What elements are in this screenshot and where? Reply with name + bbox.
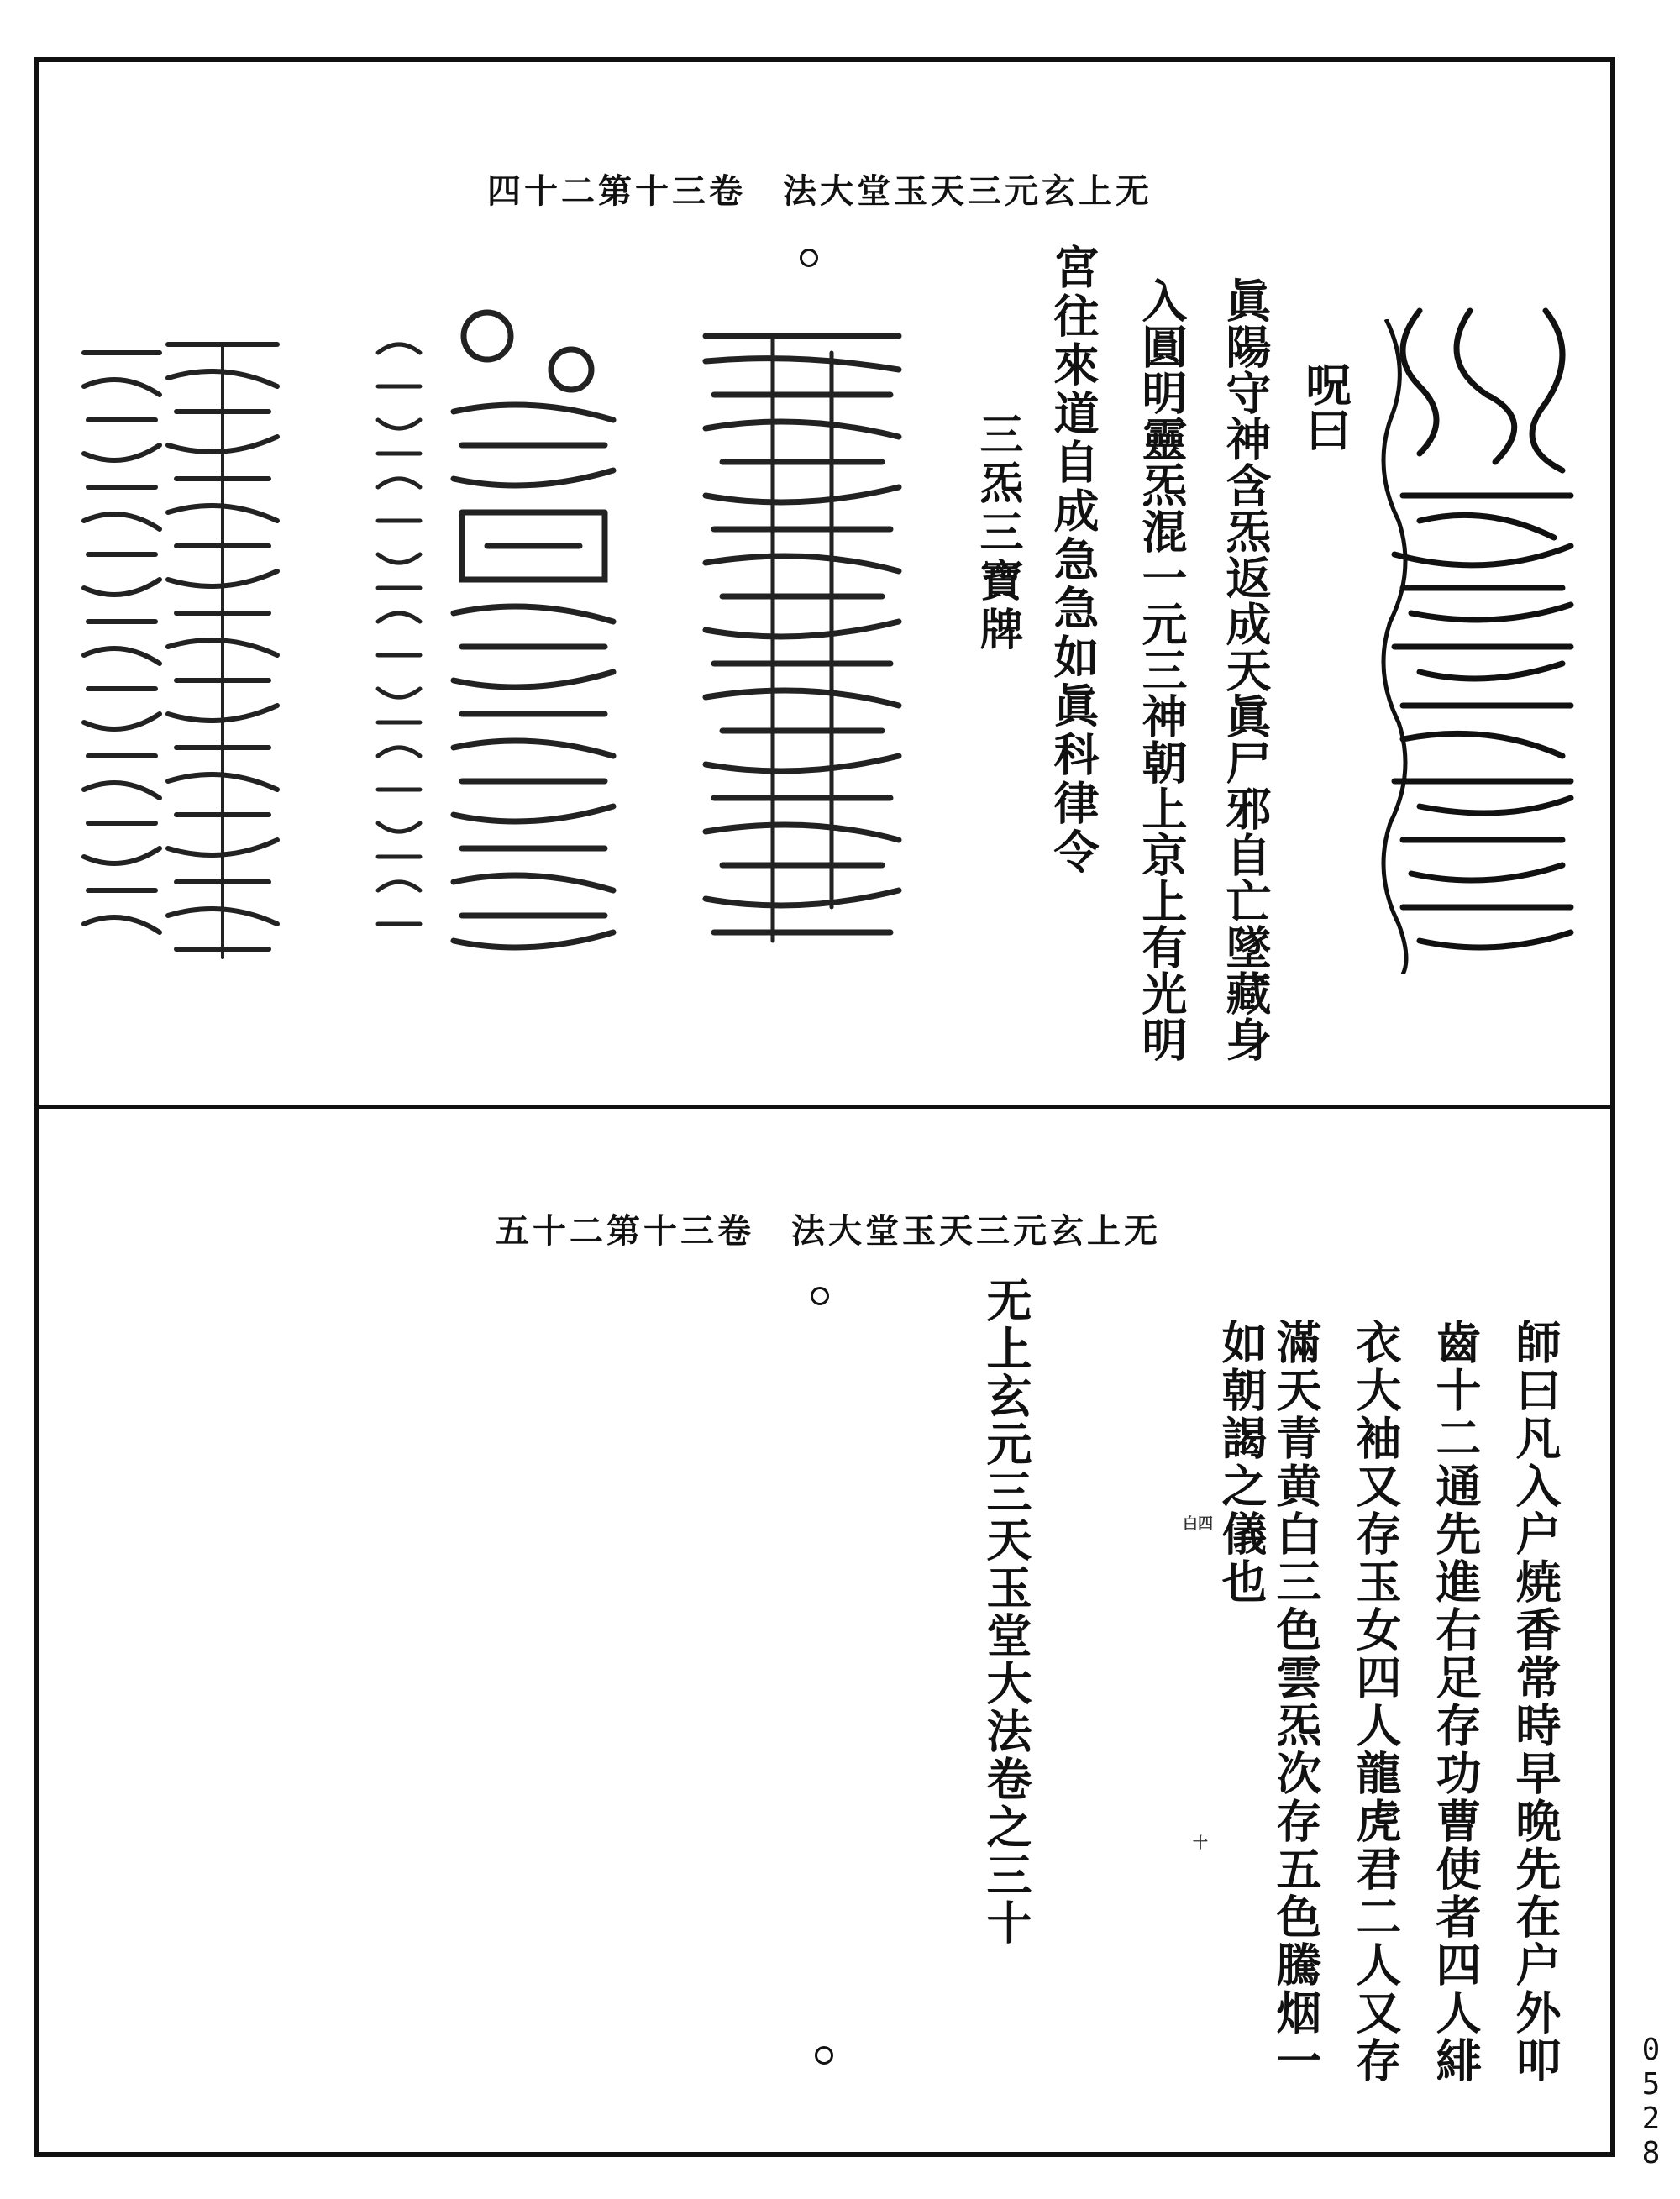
upper-binding-hole [800,249,818,267]
incantation-line-3: 宮往來道自成急急如眞科律令 [1047,244,1100,877]
seal-script-column-2 [437,302,630,958]
body-text-line-4: 滿天青黄白三色雲炁次存五色騰烟一 [1269,1319,1323,2085]
lower-binding-hole-top [811,1287,829,1305]
incantation-label: 呪曰 [1299,361,1352,452]
colophon-title: 无上玄元三天玉堂大法卷之三十 [979,1277,1033,1947]
body-text-line-1: 師曰凡入户焼香常時早晩先在户外叩 [1509,1319,1562,2085]
small-mark: 十 [1193,1834,1208,1852]
upper-running-header: 四十二第十三卷 法大堂玉天三元玄上无 [487,171,1152,211]
seal-script-column-3 [370,336,428,941]
body-text-line-5: 如朝謁之儀也 [1215,1319,1268,1606]
page-number: 0528 [1634,2033,1668,2170]
talisman-tail-squiggle [1378,319,1411,974]
incantation-line-1: 眞陽守神含炁返成天眞尸邪自亡墜藏身 [1219,277,1273,1063]
page-divider [34,1105,1615,1109]
incantation-line-2: 入圓明靈炁混一元三神朝上京上有光明 [1135,277,1189,1063]
lower-running-header: 五十二第十三卷 法大堂玉天三元玄上无 [496,1211,1161,1251]
seal-script-column-1 [689,319,916,958]
seal-script-column-4 [151,328,294,974]
lower-binding-hole-bottom [815,2046,833,2065]
seal-script-column-5 [76,336,168,966]
small-note: 白四 [1183,1515,1213,1533]
body-text-line-2: 齒十二通先進右足存功曹使者四人緋 [1429,1319,1483,2085]
talisman-title: 三炁三寶牌 [972,412,1023,655]
body-text-line-3: 衣大袖又存玉女四人龍虎君二人又存 [1349,1319,1403,2085]
